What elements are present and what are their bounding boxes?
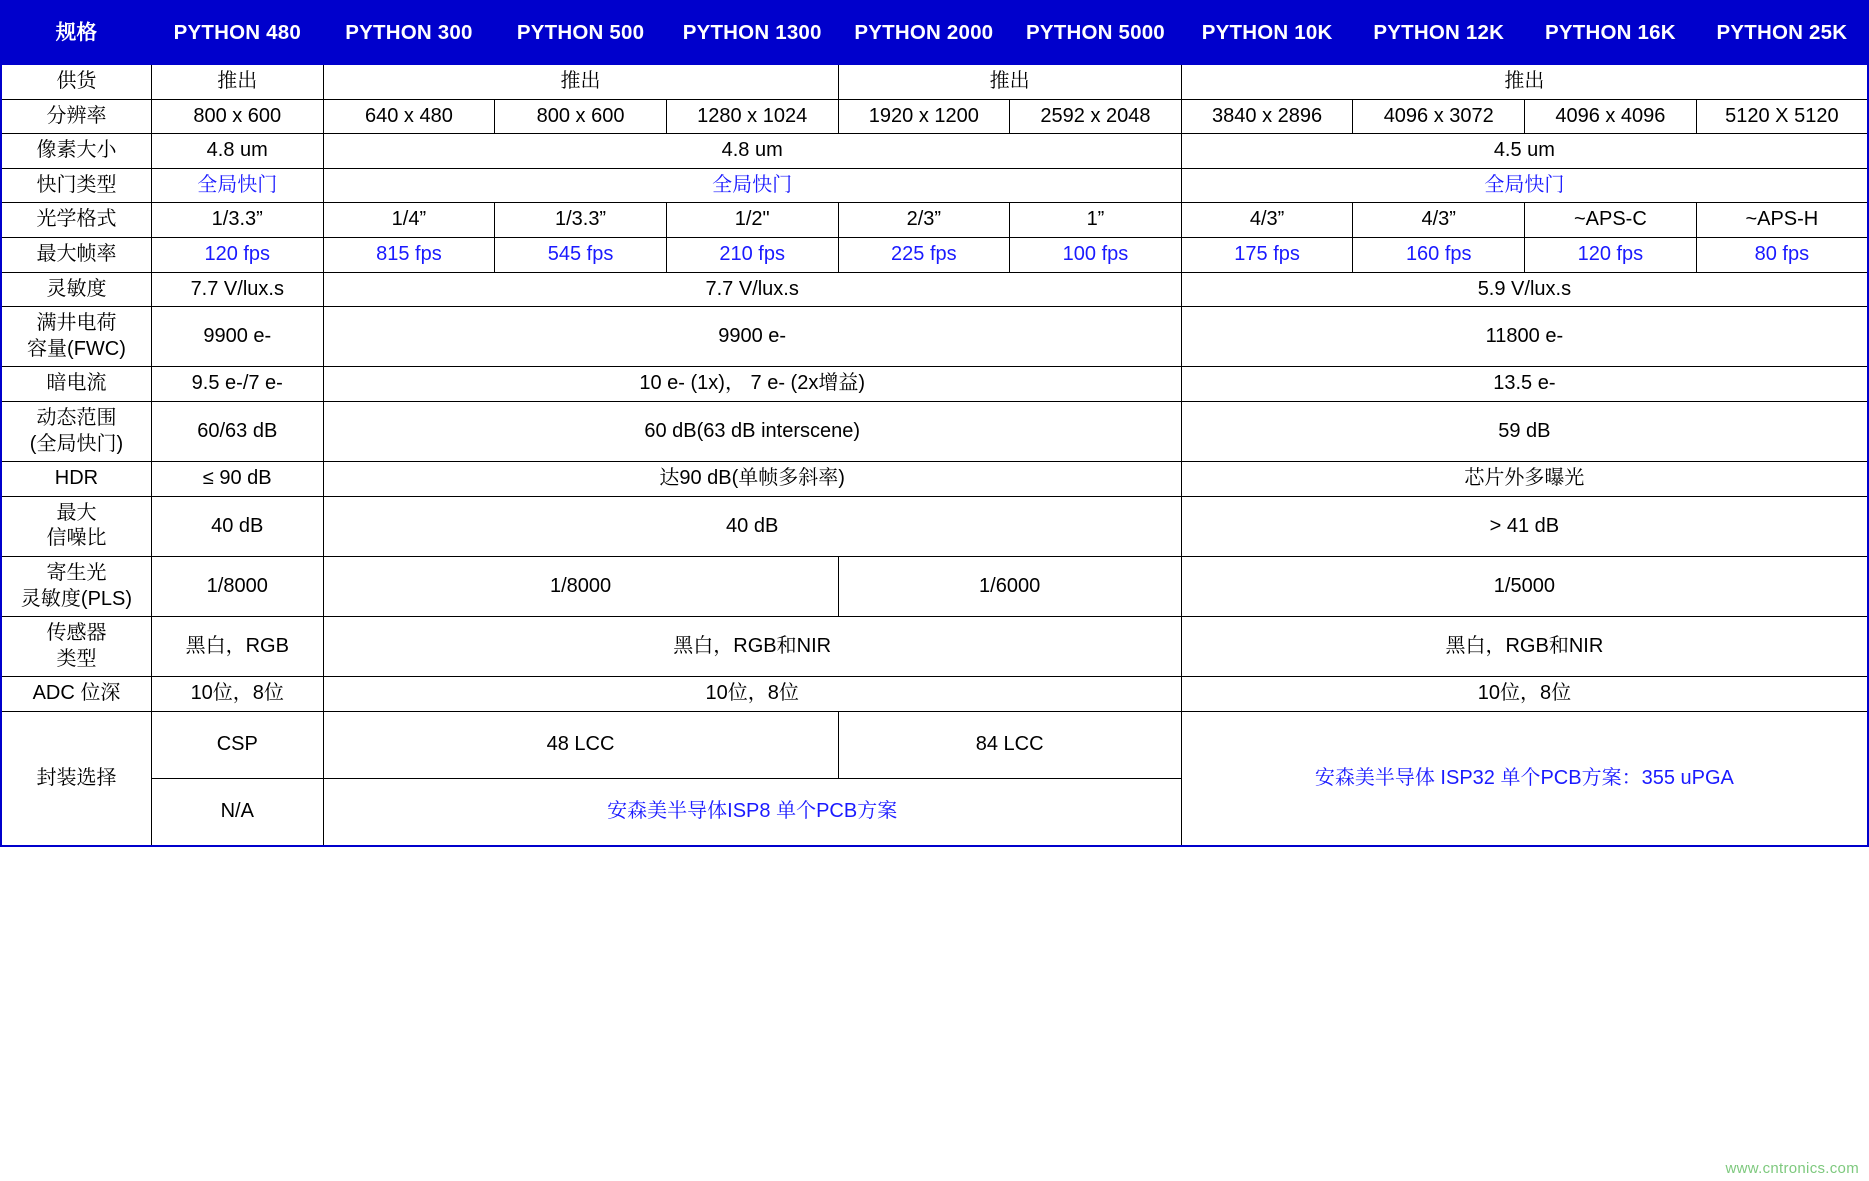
column-header: PYTHON 1300 xyxy=(666,1,838,65)
row-label: 传感器 类型 xyxy=(1,617,151,677)
table-cell: 9900 e- xyxy=(323,307,1181,367)
table-cell: 10位，8位 xyxy=(1181,677,1868,712)
row-label: 分辨率 xyxy=(1,99,151,134)
table-cell: 4.8 um xyxy=(323,134,1181,169)
table-row xyxy=(1,237,1868,272)
table-cell: 59 dB xyxy=(1181,401,1868,461)
table-cell: 4/3” xyxy=(1353,203,1525,238)
table-cell: 9900 e- xyxy=(151,307,323,367)
table-cell: 100 fps xyxy=(1010,237,1182,272)
table-cell: 3840 x 2896 xyxy=(1181,99,1353,134)
table-cell: 84 LCC xyxy=(838,711,1181,778)
row-label: 满井电荷 容量(FWC) xyxy=(1,307,151,367)
table-cell: 2/3” xyxy=(838,203,1010,238)
table-cell: 640 x 480 xyxy=(323,99,495,134)
column-header: PYTHON 16K xyxy=(1525,1,1697,65)
table-row xyxy=(1,203,1868,238)
row-label: HDR xyxy=(1,462,151,497)
table-row xyxy=(1,99,1868,134)
table-cell: 225 fps xyxy=(838,237,1010,272)
table-cell: 1/6000 xyxy=(838,556,1181,616)
table-cell: 9.5 e-/7 e- xyxy=(151,367,323,402)
table-row xyxy=(1,272,1868,307)
watermark: www.cntronics.com xyxy=(1725,1160,1859,1177)
table-cell: 815 fps xyxy=(323,237,495,272)
table-cell: 推出 xyxy=(838,65,1181,100)
table-cell: 10 e- (1x)， 7 e- (2x增益) xyxy=(323,367,1181,402)
table-row xyxy=(1,401,1868,461)
table-cell: 40 dB xyxy=(323,496,1181,556)
row-label: 暗电流 xyxy=(1,367,151,402)
table-row xyxy=(1,556,1868,616)
row-label: 快门类型 xyxy=(1,168,151,203)
table-cell-packaging-right: 安森美半导体 ISP32 单个PCB方案：355 uPGA xyxy=(1181,711,1868,846)
table-cell: 1” xyxy=(1010,203,1182,238)
table-cell: 全局快门 xyxy=(1181,168,1868,203)
table-cell: 全局快门 xyxy=(323,168,1181,203)
column-header: PYTHON 12K xyxy=(1353,1,1525,65)
table-cell: 2592 x 2048 xyxy=(1010,99,1182,134)
row-label: 像素大小 xyxy=(1,134,151,169)
table-cell: 7.7 V/lux.s xyxy=(151,272,323,307)
table-cell: 5.9 V/lux.s xyxy=(1181,272,1868,307)
table-cell: 160 fps xyxy=(1353,237,1525,272)
table-cell: CSP xyxy=(151,711,323,778)
table-cell: 10位，8位 xyxy=(151,677,323,712)
table-cell: 1/8000 xyxy=(151,556,323,616)
table-cell: 48 LCC xyxy=(323,711,838,778)
table-cell: 1/8000 xyxy=(323,556,838,616)
row-label: 最大 信噪比 xyxy=(1,496,151,556)
table-row xyxy=(1,65,1868,100)
table-row xyxy=(1,134,1868,169)
row-label: 封装选择 xyxy=(1,711,151,846)
table-cell: 4.8 um xyxy=(151,134,323,169)
table-row xyxy=(1,367,1868,402)
table-cell: 1/3.3” xyxy=(495,203,667,238)
column-header: PYTHON 500 xyxy=(495,1,667,65)
table-cell: ≤ 90 dB xyxy=(151,462,323,497)
table-cell: 1920 x 1200 xyxy=(838,99,1010,134)
table-cell: 7.7 V/lux.s xyxy=(323,272,1181,307)
table-cell: 60 dB(63 dB interscene) xyxy=(323,401,1181,461)
table-cell: 120 fps xyxy=(151,237,323,272)
table-row-packaging-1 xyxy=(1,711,1868,778)
table-row xyxy=(1,462,1868,497)
table-cell: 安森美半导体ISP8 单个PCB方案 xyxy=(323,778,1181,846)
table-cell: 1/4” xyxy=(323,203,495,238)
column-header: PYTHON 2000 xyxy=(838,1,1010,65)
table-cell: 1/5000 xyxy=(1181,556,1868,616)
table-cell: 黑白，RGB和NIR xyxy=(323,617,1181,677)
table-cell: 545 fps xyxy=(495,237,667,272)
table-cell: 175 fps xyxy=(1181,237,1353,272)
table-cell: 60/63 dB xyxy=(151,401,323,461)
table-cell: 11800 e- xyxy=(1181,307,1868,367)
table-row xyxy=(1,168,1868,203)
table-cell: 推出 xyxy=(1181,65,1868,100)
table-cell: 800 x 600 xyxy=(151,99,323,134)
table-row xyxy=(1,677,1868,712)
table-cell: 黑白，RGB和NIR xyxy=(1181,617,1868,677)
table-row xyxy=(1,617,1868,677)
table-cell: 4.5 um xyxy=(1181,134,1868,169)
column-header: PYTHON 5000 xyxy=(1010,1,1182,65)
table-cell: 达90 dB(单帧多斜率) xyxy=(323,462,1181,497)
table-cell: 4/3” xyxy=(1181,203,1353,238)
table-cell: ~APS-C xyxy=(1525,203,1697,238)
column-header: PYTHON 25K xyxy=(1696,1,1868,65)
table-cell: 推出 xyxy=(323,65,838,100)
table-cell: 5120 X 5120 xyxy=(1696,99,1868,134)
table-cell: 1280 x 1024 xyxy=(666,99,838,134)
table-cell: 推出 xyxy=(151,65,323,100)
table-cell: 80 fps xyxy=(1696,237,1868,272)
row-label: 供货 xyxy=(1,65,151,100)
table-header-row xyxy=(1,1,1868,65)
table-cell: 全局快门 xyxy=(151,168,323,203)
table-cell: 1/2" xyxy=(666,203,838,238)
table-cell: N/A xyxy=(151,778,323,846)
table-cell: ~APS-H xyxy=(1696,203,1868,238)
row-label: 灵敏度 xyxy=(1,272,151,307)
table-cell: 40 dB xyxy=(151,496,323,556)
column-header-spec: 规格 xyxy=(1,1,151,65)
table-cell: 芯片外多曝光 xyxy=(1181,462,1868,497)
table-cell: 1/3.3” xyxy=(151,203,323,238)
table-row xyxy=(1,496,1868,556)
row-label: 最大帧率 xyxy=(1,237,151,272)
table-row xyxy=(1,307,1868,367)
table-cell: 210 fps xyxy=(666,237,838,272)
row-label: 光学格式 xyxy=(1,203,151,238)
column-header: PYTHON 300 xyxy=(323,1,495,65)
row-label: 动态范围 (全局快门) xyxy=(1,401,151,461)
table-cell: 4096 x 4096 xyxy=(1525,99,1697,134)
table-cell: 黑白，RGB xyxy=(151,617,323,677)
table-cell: > 41 dB xyxy=(1181,496,1868,556)
column-header: PYTHON 10K xyxy=(1181,1,1353,65)
column-header: PYTHON 480 xyxy=(151,1,323,65)
row-label: ADC 位深 xyxy=(1,677,151,712)
row-label: 寄生光 灵敏度(PLS) xyxy=(1,556,151,616)
table-cell: 800 x 600 xyxy=(495,99,667,134)
table-cell: 4096 x 3072 xyxy=(1353,99,1525,134)
table-cell: 10位，8位 xyxy=(323,677,1181,712)
table-cell: 13.5 e- xyxy=(1181,367,1868,402)
table-cell: 120 fps xyxy=(1525,237,1697,272)
